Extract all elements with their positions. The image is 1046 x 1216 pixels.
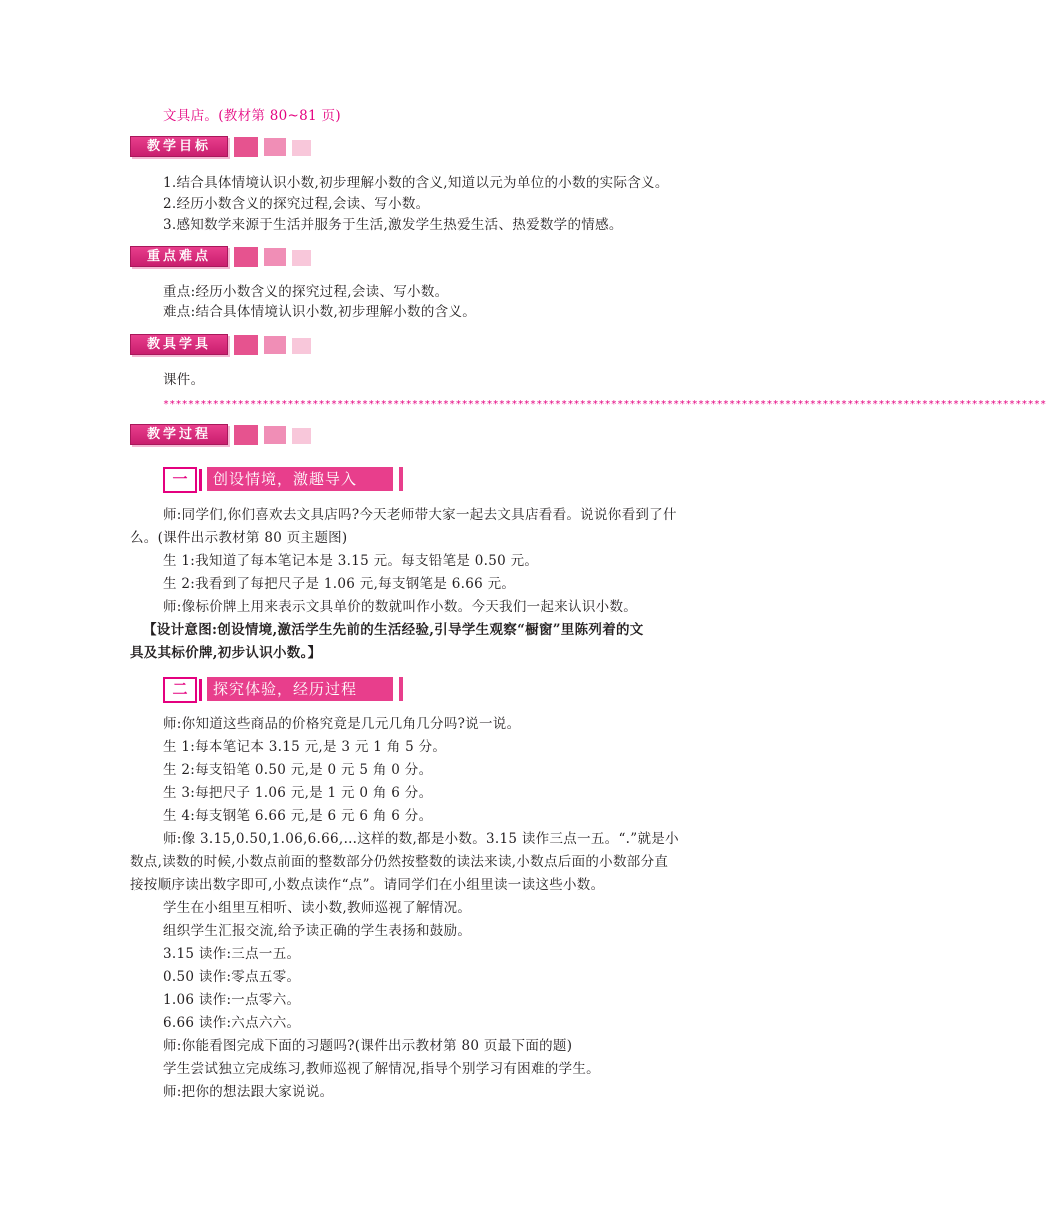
- design-intent-line: 【设计意图:创设情境,激活学生先前的生活经验,引导学生观察“橱窗”里陈列着的文: [143, 622, 644, 638]
- part-number: 一: [163, 467, 197, 493]
- paragraph-line: 3.15 读作:三点一五。: [163, 946, 301, 962]
- paragraph-line: 师:你知道这些商品的价格究竟是几元几角几分吗?说一说。: [163, 716, 521, 732]
- paragraph-line: 师:把你的想法跟大家说说。: [163, 1084, 334, 1100]
- part2-banner: [163, 676, 403, 702]
- goal-item: 1.结合具体情境认识小数,初步理解小数的含义,知道以元为单位的小数的实际含义。: [163, 175, 669, 191]
- paragraph-line: 生 3:每把尺子 1.06 元,是 1 元 0 角 6 分。: [163, 785, 433, 801]
- paragraph-line: 生 2:每支铅笔 0.50 元,是 0 元 5 角 0 分。: [163, 762, 433, 778]
- decor-square: [292, 140, 311, 156]
- paragraph-line: 接按顺序读出数字即可,小数点读作“点”。请同学们在小组里读一读这些小数。: [130, 877, 605, 893]
- goal-item: 3.感知数学来源于生活并服务于生活,激发学生热爱生活、热爱数学的情感。: [163, 217, 623, 233]
- decor-square: [292, 338, 311, 354]
- decor-square: [264, 426, 286, 444]
- paragraph-line: 组织学生汇报交流,给予读正确的学生表扬和鼓励。: [163, 923, 472, 939]
- decor-bar: [199, 679, 202, 701]
- paragraph-line: 师:像标价牌上用来表示文具单价的数就叫作小数。今天我们一起来认识小数。: [163, 599, 638, 615]
- paragraph-line: 师:像 3.15,0.50,1.06,6.66,…这样的数,都是小数。3.15 读作三点一五。“.”就是小: [163, 831, 679, 847]
- section-label: 重点难点: [130, 246, 228, 267]
- section-label: 教学过程: [130, 424, 228, 445]
- paragraph-line: 么。(课件出示教材第 80 页主题图): [130, 530, 348, 546]
- intro-line: 文具店。(教材第 80~81 页): [163, 108, 341, 124]
- decor-square: [264, 336, 286, 354]
- paragraph-line: 师:同学们,你们喜欢去文具店吗?今天老师带大家一起去文具店看看。说说你看到了什: [163, 507, 677, 523]
- decor-square: [234, 137, 258, 157]
- goal-item: 2.经历小数含义的探究过程,会读、写小数。: [163, 196, 430, 212]
- part1-banner: [163, 466, 403, 492]
- decor-square: [264, 248, 286, 266]
- decor-square: [234, 425, 258, 445]
- key-point-item: 难点:结合具体情境认识小数,初步理解小数的含义。: [163, 304, 477, 320]
- paragraph-line: 生 1:我知道了每本笔记本是 3.15 元。每支铅笔是 0.50 元。: [163, 553, 539, 569]
- decor-square: [264, 138, 286, 156]
- paragraph-line: 学生尝试独立完成练习,教师巡视了解情况,指导个别学习有困难的学生。: [163, 1061, 600, 1077]
- section-label: 教学目标: [130, 136, 228, 157]
- decor-bar: [199, 469, 202, 491]
- decor-bar: [399, 467, 403, 491]
- part-title: 探究体验，经历过程: [207, 677, 393, 701]
- key-point-item: 重点:经历小数含义的探究过程,会读、写小数。: [163, 284, 449, 300]
- part-number: 二: [163, 677, 197, 703]
- decor-square: [234, 247, 258, 267]
- decor-bar: [399, 677, 403, 701]
- section-label: 教具学具: [130, 334, 228, 355]
- paragraph-line: 师:你能看图完成下面的习题吗?(课件出示教材第 80 页最下面的题): [163, 1038, 573, 1054]
- decor-square: [292, 428, 311, 444]
- design-intent-line: 具及其标价牌,初步认识小数。】: [130, 645, 322, 661]
- paragraph-line: 生 2:我看到了每把尺子是 1.06 元,每支钢笔是 6.66 元。: [163, 576, 516, 592]
- tools-text: 课件。: [163, 372, 205, 388]
- paragraph-line: 生 4:每支钢笔 6.66 元,是 6 元 6 角 6 分。: [163, 808, 433, 824]
- part-title: 创设情境，激趣导入: [207, 467, 393, 491]
- paragraph-line: 学生在小组里互相听、读小数,教师巡视了解情况。: [163, 900, 472, 916]
- paragraph-line: 1.06 读作:一点零六。: [163, 992, 301, 1008]
- paragraph-line: 数点,读数的时候,小数点前面的整数部分仍然按整数的读法来读,小数点后面的小数部分直: [130, 854, 669, 870]
- paragraph-line: 生 1:每本笔记本 3.15 元,是 3 元 1 角 5 分。: [163, 739, 447, 755]
- star-divider: **********************************************************************************************************************************************: [163, 399, 1046, 410]
- paragraph-line: 6.66 读作:六点六六。: [163, 1015, 301, 1031]
- paragraph-line: 0.50 读作:零点五零。: [163, 969, 301, 985]
- decor-square: [292, 250, 311, 266]
- decor-square: [234, 335, 258, 355]
